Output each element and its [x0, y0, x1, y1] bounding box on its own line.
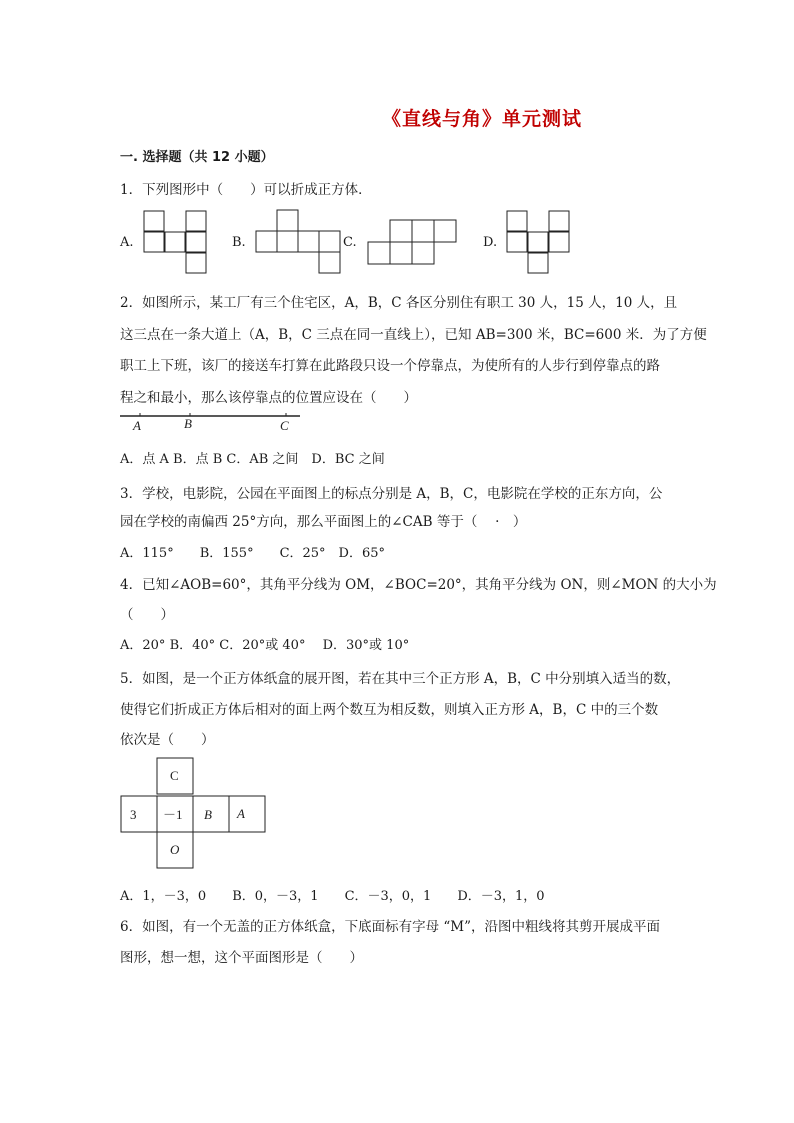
q5-net-label-a: A — [237, 806, 245, 821]
q5-net-label-c: C — [170, 768, 179, 783]
q1-stem: 1．下列图形中（ ）可以折成正方体． — [120, 182, 372, 198]
page-title: 《直线与角》单元测试 — [381, 108, 582, 130]
q5-line-2: 使得它们折成正方体后相对的面上两个数互为相反数，则填入正方形 A，B，C 中的三个数 — [120, 702, 659, 718]
q1-option-c-figure — [368, 220, 460, 266]
q2-point-c: C — [280, 418, 289, 433]
q6-line-2: 图形，想一想，这个平面图形是（ ） — [120, 950, 363, 966]
q3-line-1: 3．学校，电影院，公园在平面图上的标点分别是 A，B，C，电影院在学校的正东方向，公 — [120, 486, 663, 502]
q2-line-1: 2．如图所示，某工厂有三个住宅区，A，B，C 各区分别住有职工 30 人，15 人，10 人，且 — [120, 295, 678, 311]
q1-option-b-label: B. — [232, 235, 246, 250]
q5-net-label-o: O — [170, 842, 180, 857]
q4-line-2: （ ） — [120, 607, 174, 623]
q3-line-2: 园在学校的南偏西 25°方向，那么平面图上的∠CAB 等于（ · ） — [120, 514, 527, 530]
q3-options: A．115° B．155° C．25° D．65° — [120, 546, 386, 561]
q2-line-3: 职工上下班，该厂的接送车打算在此路段只设一个停靠点，为使所有的人步行到停靠点的路 — [120, 358, 660, 374]
q1-option-d-figure — [507, 211, 571, 275]
q1-option-a-figure — [144, 211, 208, 275]
q5-cube-net-figure — [121, 758, 267, 872]
q4-options: A．20° B．40° C．20°或 40° D．30°或 10° — [120, 638, 410, 653]
q5-line-1: 5．如图，是一个正方体纸盒的展开图，若在其中三个正方形 A，B，C 中分别填入适当的数， — [120, 671, 681, 687]
q2-line-2: 这三点在一条大道上（A，B，C 三点在同一直线上），已知 AB=300 米，BC=600 米．为了方便 — [120, 327, 707, 343]
q1-option-c-label: C. — [343, 235, 357, 250]
q1-option-a-label: A. — [120, 235, 134, 250]
q2-point-b: B — [184, 416, 192, 431]
q2-line-4: 程之和最小，那么该停靠点的位置应设在（ ） — [120, 390, 417, 406]
section-heading: 一. 选择题（共 12 小题） — [120, 150, 274, 165]
q4-line-1: 4．已知∠AOB=60°，其角平分线为 OM，∠BOC=20°，其角平分线为 ON，则∠MON 的大小为 — [120, 577, 717, 593]
q1-option-b-figure — [256, 210, 346, 274]
q6-line-1: 6．如图，有一个无盖的正方体纸盒，下底面标有字母 “M”，沿图中粗线将其剪开展成平面 — [120, 919, 661, 935]
q5-net-label-neg1: －1 — [163, 807, 183, 822]
q2-point-a: A — [133, 418, 141, 433]
q1-option-d-label: D. — [483, 235, 498, 250]
q5-line-3: 依次是（ ） — [120, 732, 215, 748]
q2-road-figure — [120, 408, 310, 436]
q5-net-label-3: 3 — [130, 807, 137, 822]
q5-net-label-b: B — [204, 807, 212, 822]
q5-options: A．1，－3，0 B．0，－3，1 C．－3，0，1 D．－3，1，0 — [120, 889, 545, 904]
q2-options: A．点 A B．点 B C．AB 之间 D．BC 之间 — [120, 452, 385, 467]
